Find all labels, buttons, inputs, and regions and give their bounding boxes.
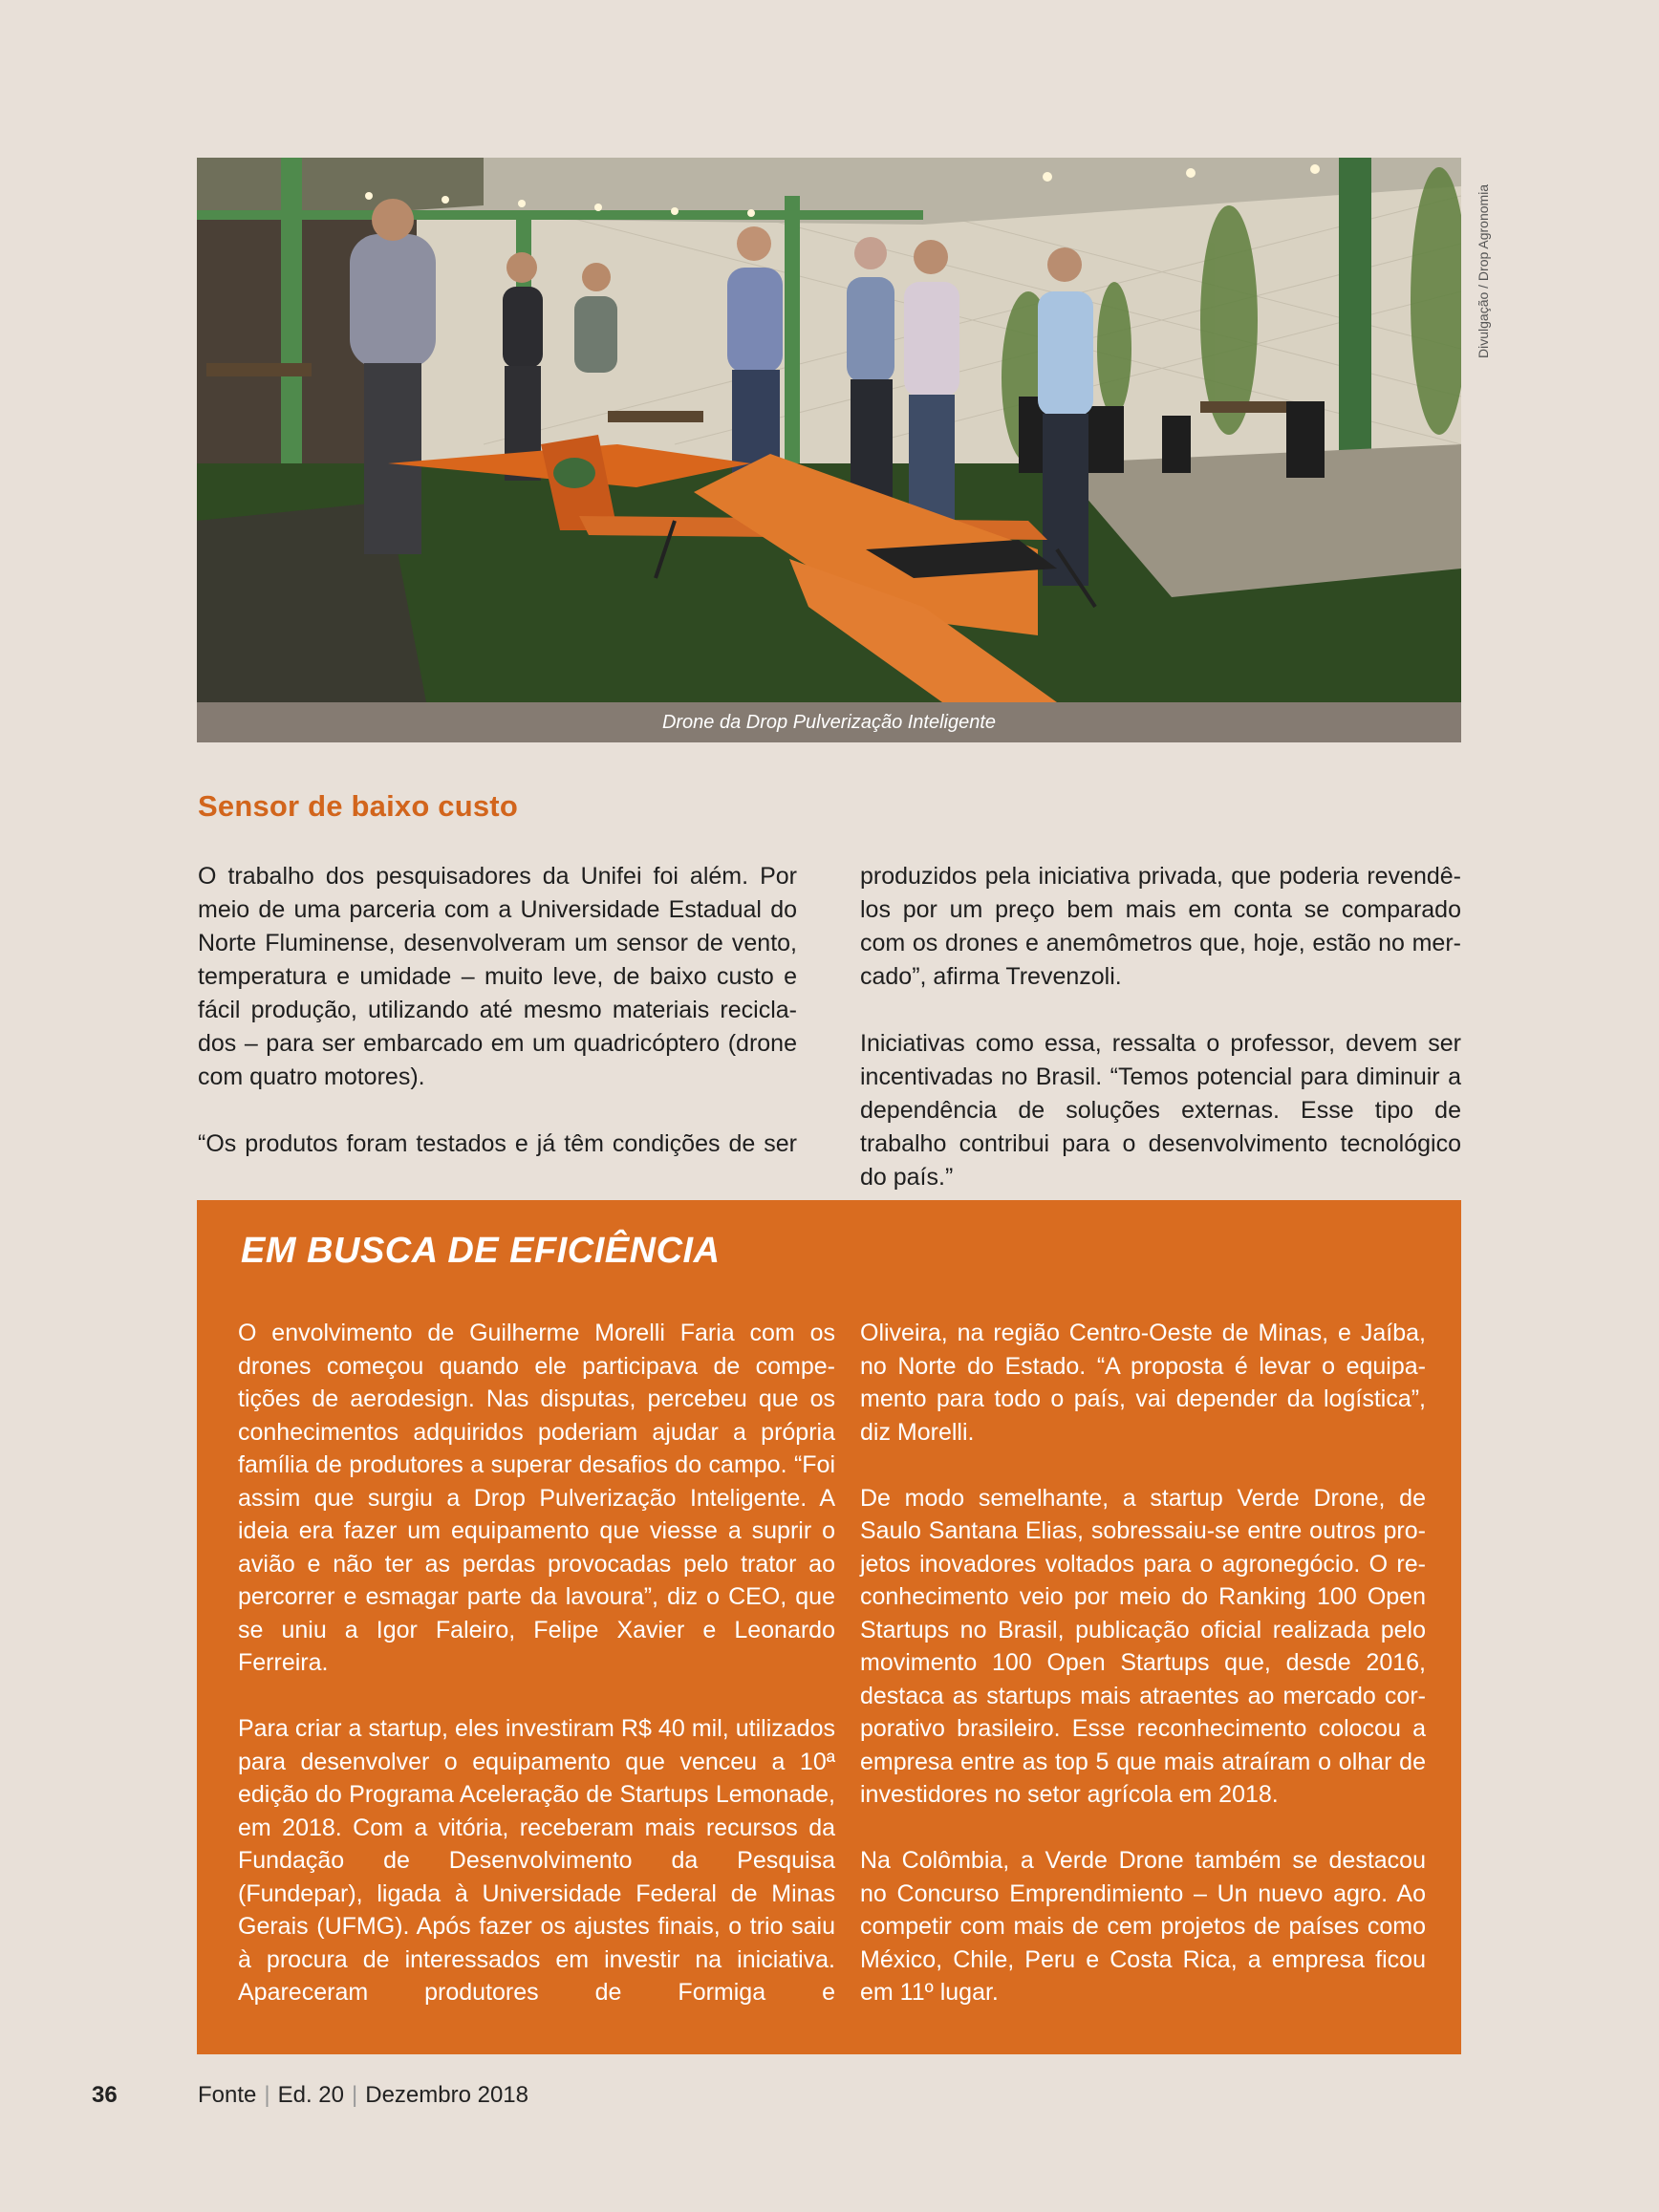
issue-date: Dezembro 2018 xyxy=(365,2082,528,2108)
sidebar-box xyxy=(197,1200,1461,2054)
paragraph: Iniciativas como essa, ressalta o professor, devem ser incentivadas no Brasil. “Temos potencial para diminuir a dependência de soluções externas. Esse tipo de trabalho contribui para o desenvolvimento tecnológico do país.” xyxy=(860,1030,1461,1191)
box-column-left xyxy=(238,1317,835,2009)
edition: Ed. 20 xyxy=(277,2082,344,2108)
paragraph: Para criar a startup, eles investiram R$ 40 mil, utilizados para desenvolver o equipamento que venceu a 10ª edição do Programa Aceleração de Startups Lemonade, em 2018. Com a vitória, receberam mais recursos da Fundação de Desenvolvimento da Pesquisa (Fundepar), ligada à Universidade Federal de Minas Gerais (UFMG). Após fazer os ajustes finais, o trio saiu à procura de interessados em investir na iniciativa. Apareceram produtores de Formiga e xyxy=(238,1715,835,2006)
paragraph: O envolvimento de Guilherme Morelli Faria com os drones começou quando ele participava de competições de aerodesign. Nas disputas, percebeu que os conhecimentos adquiridos poderiam ajudar a própria família de produtores a superar desafios do campo. “Foi assim que surgiu a Drop Pulverização Inteligente. A ideia era fazer um equipamento que viesse a suprir o avião e não ter as perdas provocadas pelo trator ao percorrer e esmagar parte da lavoura”, diz o CEO, que se uniu a Igor Faleiro, Felipe Xavier e Leonardo Ferreira. xyxy=(238,1320,835,1676)
paragraph: De modo semelhante, a startup Verde Drone, de Saulo Santana Elias, sobressaiu-se entre outros projetos inovadores voltados para o agronegócio. O reconhecimento veio por meio do Ranking 100 Open Startups no Brasil, publicação oficial realizada pelo movimento 100 Open Startups que, desde 2016, destaca as startups mais atraentes ao mercado corporativo brasileiro. Esse reconhecimento colocou a empresa entre as top 5 que mais atraíram o olhar de investidores no setor agrícola em 2018. xyxy=(860,1484,1426,1808)
paragraph: “Os produtos foram testados e já têm condições de ser xyxy=(198,1130,797,1157)
article-column-right xyxy=(860,860,1461,1194)
publication-info xyxy=(198,2082,528,2109)
paragraph: produzidos pela iniciativa privada, que poderia revendê-los por um preço bem mais em conta se comparado com os drones e anemômetros que, hoje, estão no mercado”, afirma Trevenzoli. xyxy=(860,863,1461,990)
box-column-right xyxy=(860,1317,1426,2009)
page-number: 36 xyxy=(92,2082,118,2108)
photo-caption: Drone da Drop Pulverização Inteligente xyxy=(197,702,1461,742)
section-heading: Sensor de baixo custo xyxy=(198,789,518,823)
paragraph: Na Colômbia, a Verde Drone também se destacou no Concurso Emprendimiento – Un nuevo agro. Ao competir com mais de cem projetos de países como México, Chile, Peru e Costa Rica, a empresa ficou em 11º lugar. xyxy=(860,1847,1426,2006)
drone-photo xyxy=(197,158,1461,702)
separator: | xyxy=(264,2082,270,2108)
article-column-left xyxy=(198,860,797,1161)
separator: | xyxy=(352,2082,358,2108)
photo-credit: Divulgação / Drop Agronomia xyxy=(1476,183,1491,358)
publication-name: Fonte xyxy=(198,2082,257,2108)
box-heading: EM BUSCA DE EFICIÊNCIA xyxy=(241,1231,721,1271)
paragraph: O trabalho dos pesquisadores da Unifei foi além. Por meio de uma parceria com a Universidade Estadual do Norte Fluminense, desenvolveram um sensor de vento, temperatura e umidade – muito leve, de baixo custo e fácil produção, utilizando até mesmo materiais reciclados – para ser embarcado em um quadricóptero (drone com quatro motores). xyxy=(198,863,797,1090)
paragraph: Oliveira, na região Centro-Oeste de Minas, e Jaíba, no Norte do Estado. “A proposta é levar o equipamento para todo o país, vai depender da logística”, diz Morelli. xyxy=(860,1320,1426,1446)
